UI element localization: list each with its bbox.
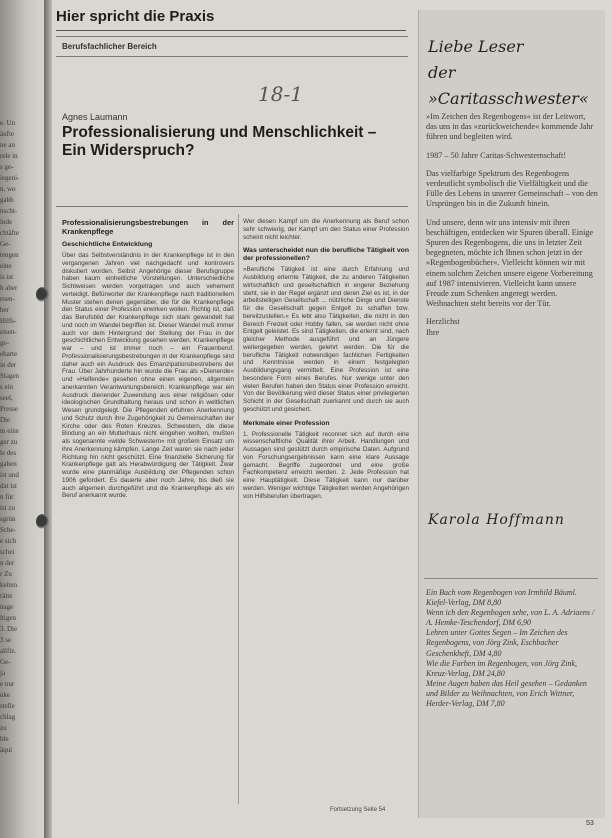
section-header — [56, 8, 406, 31]
article-column-right — [243, 218, 409, 502]
punch-hole — [36, 287, 49, 302]
salutation-line: Liebe Leser — [428, 37, 524, 56]
binding-gutter — [44, 0, 52, 838]
page-number: 53 — [586, 820, 594, 827]
book-entry: Lehren unter Gottes Segen – Im Zeichen des Regenbogens, von Jörg Zink, Eschbacher Geschenkheft, DM 4,80 — [426, 628, 568, 658]
editorial-paragraph: 1987 – 50 Jahre Caritas-Schwesternschaft! — [426, 150, 567, 160]
body-text: Wer diesen Kampf um die Anerkennung als Beruf schon sehr schwierig, der Kampf um den Status einer Profession scheint nicht leichter. — [243, 218, 409, 241]
closing-line: Herzlichst — [426, 317, 460, 327]
article-title: Professionalisierung und Menschlichkeit – Ein Widerspruch? — [62, 124, 377, 159]
facing-page-edge: e. Un äufte ne an rele in s ge- iegeni- n, wo gabb nscht- inde chtäfte Ge- tengen eine is ist h aber esen- ber Hilfs- eisen- ge- ebarte in der Stagen s ein seel, Presse Die m eine ger zu le des gaben ist und dat ist n für ist zu sgrün Sche- e sich schei n der r Zu keiten rätte nage ltigen 3. Die 3 se alifiz. Ge- ja e nur uke stelle chlag zu ble äqui — [0, 0, 44, 838]
editorial-paragraph: Und unsere, denn wir uns intensiv mit ihren beschäftigen, entdecken wir Spuren überall. Einige Spuren des Regenbogens, die uns in letzter Zeit begegneten, möchte ich Ihnen schon jetzt in der »Regenbogenbücher«. Vielleicht können wir mit einem solchen Zeichen unsere eigene Vorbereitung auf 1987 intensivieren. Vielleicht kann unsere Freude zum Schenken angeregt werden. Weihnachten steht bereits vor der Tür. — [426, 217, 594, 309]
body-text: Über das Selbstverständnis in der Krankenpflege ist in den vergangenen Jahren viel nachgedacht und kontrovers diskutiert worden. Selbst Angehörige dieser Berufsgruppe haben kaum einheitliche Vorstellungen. Unterschiedliche Sichtweisen werden vorgetragen und auch vehement verteidigt. Befürworter der Krankenpflege nach traditionellem Muster stehen denen gegenüber, die für die Krankenpflege den Status einer Profession erwirken wollen. Richtig ist, daß das Berufsbild der Krankenpflege sich stark gewandelt hat und noch im Wandel begriffen ist. Dieser Wandel muß immer auch vor dem Hintergrund der Stellung der Frau in der geschichtlichen Entwicklung gesehen werden. Krankenpflege war – und ist immer noch – ein Frauenberuf. Professionalisierungsbestrebungen in der Krankenpflege sind daher auch ein Ausdruck des Emanzipationsbestrebens der Frau. Über Jahrhunderte hin wurde die Frau als »Dienende« und »Helfende« gesehen ohne einen eigenen, allgemein anerkannten Verantwortungsbereich. Krankenpflege war ein Ausdruck dienender Zuwendung aus einer religiösen oder ideologischen Grundhaltung heraus und schon in weltlichen Wesen grundgelegt. Die Pflegenden erfuhren Anerkennung und Schutz durch ihre Zugehörigkeit zu Gemeinschaften der Kirche oder des Roten Kreuzes. Schwestern, die diese Bindung an ein Mutterhaus nicht eingehen wollten, mußten als sogenannte »wilde Schwestern« mit großem Einsatz um ihre Anerkennung kämpfen. Lange Zeit waren sie nach jeder Richtung hin nicht geschützt. Eine finanzielle Sicherung für Krankenpflege galt als Herabwürdigung der Tätigkeit. Zwar wurde eine planmäßige Ausbildung der Pflegenden schon 1906 gefordert. Es dauerte aber noch Jahre, bis dieß sie auch allgemein durchgeführt und die Krankenpflege als ein Beruf anerkannt wurde. — [62, 252, 234, 500]
column-heading: Professionalisierungsbestrebungen in der Krankenpflege — [62, 218, 234, 236]
body-text: 1. Professionelle Tätigkeit reconnet sich auf durch eine wissenschaftliche Qualität ihrer Arbeit. Handlungen und Aussagen sind gestützt durch empirische Daten. Aufgrund von Forschungsergebnissen kann eine klare Aussage gemacht. Begriffe zugeordnet und eine große Fachkompetenz erreicht werden. 2. Jede Profession hat eine Hauptätigkeit. Diese Tätigkeit kann nur darüber werden. Weniger wichtige Tätigkeiten werden Angehörigen von Hilfsberufen übertragen. — [243, 430, 409, 500]
header-divider — [56, 36, 408, 37]
body-text: »Berufliche Tätigkeit ist eine durch Erfahrung und Ausbildung erlernte Tätigkeit, die zu anderen Tätigkeiten wirtschaftlich und gesellschaftlich in engerer Beziehung steht, sie in der Regel ergänzt und deren Ziel es ist, in der arbeitsteiligen Gesellschaft ... nützliche Dinge und Dienste für die Gesellschaft gegen Entgelt zu schaffen bzw. bereitzustellen.« Es lebt also Tätigkeiten, die nicht in den Bereich Freizeit oder Hobby fallen, sie werden nicht ohne Entgelt geleistet. Es sind Tätigkeiten, die erlernt sind, nach gleicher Methode ausgeführt und an Jüngere weitergegeben werden, gelehrt werden. Die für die berufliche Tätigkeit notwendigen fachlichen Fertigkeiten und Kenntnisse werden in einem festgelegten Ausbildungsgang vermittelt. Eine Profession ist eine besondere Form eines Berufes. Nur wenige unter den vielen Berufen haben den Status einer Profession erreicht. Von der Bevölkerung wird dieser Status einer privilegierten Schicht in der Gesellschaft zuerkannt und durch sie auch geschützt und gesichert. — [243, 266, 409, 413]
book-entry: Ein Buch vom Regenbogen von Irmhild Bäuml. Kiefel-Verlag, DM 8,80 — [426, 588, 577, 608]
article-author: Agnes Laumann — [62, 112, 128, 122]
title-divider — [56, 206, 408, 207]
book-entry: Wie die Farben im Regenbogen, von Jörg Zink, Kreuz-Verlag, DM 24,80 — [426, 658, 577, 678]
salutation-line: der »Caritasschwester« — [428, 63, 589, 108]
closing-line: Ihre — [426, 327, 440, 337]
department-divider — [56, 56, 408, 57]
column-subheading: Was unterscheidet nun die berufliche Tätigkeit von der professionellen? — [243, 247, 409, 263]
handwritten-number: 18-1 — [258, 82, 303, 106]
column-divider — [238, 214, 239, 804]
punch-hole — [36, 514, 49, 529]
column-subheading: Merkmale einer Profession — [243, 419, 330, 427]
editorial-text — [426, 112, 598, 338]
handwritten-salutation — [428, 34, 598, 112]
book-entry: Meine Augen haben das Heil gesehen – Gedanken und Bilder zu Weihnachten, von Erich Wittner, Herder-Verlag, DM 7,80 — [426, 678, 587, 709]
column-subheading: Geschichtliche Entwicklung — [62, 241, 153, 248]
continuation-note: Fortsetzung Seite 54 — [330, 807, 386, 813]
article-column-left — [62, 218, 234, 502]
book-entry: Wenn ich den Regenbogen sehe, von L. A. Adriaens / A. Hemke-Teschendorf, DM 6,90 — [426, 608, 595, 628]
department-label: Berufsfachlicher Bereich — [62, 42, 157, 51]
editorial-paragraph: »Im Zeichen des Regenbogens« ist der Leitwort, das uns in das »zurückweichende« kommende Jahr führen und begleiten wird. — [426, 112, 594, 142]
handwritten-signature: Karola Hoffmann — [428, 512, 565, 528]
editorial-paragraph: Das vielfarbige Spektrum des Regenbogens verdeutlicht symbolisch die Vielfältigkeit und die Fülle des Lebens in unserer Gemeinschaft – von den Ursprüngen bis in die Zukunft hinein. — [426, 168, 598, 209]
section-title: Hier spricht die Praxis — [56, 8, 215, 25]
book-recommendations — [426, 588, 600, 709]
sidebar-divider — [424, 578, 598, 579]
